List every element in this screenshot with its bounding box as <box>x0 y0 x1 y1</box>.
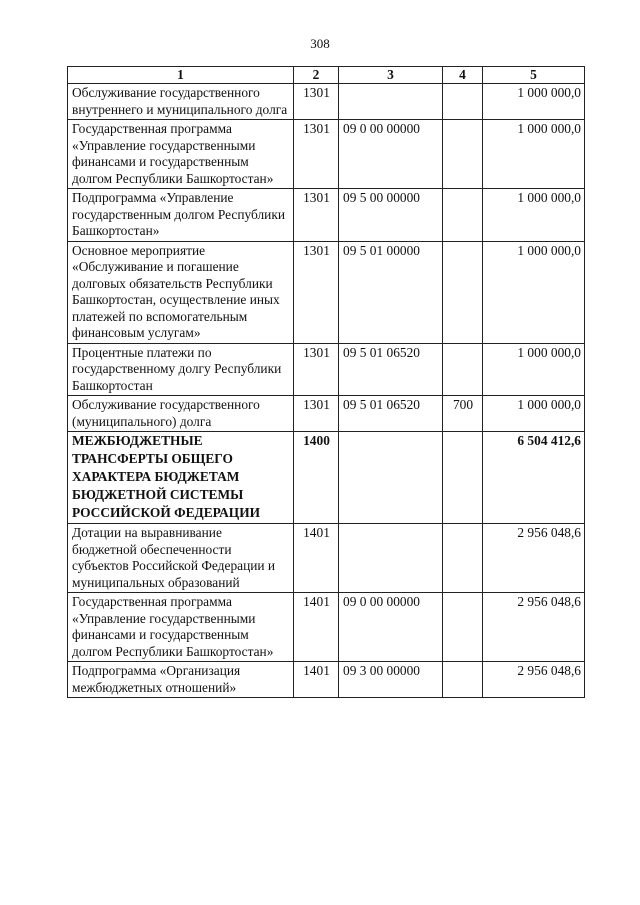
row-name: Обслуживание государственного (муниципального) долга <box>68 396 294 432</box>
row-section-code: 1401 <box>294 593 339 662</box>
table-row <box>68 593 585 662</box>
row-amount: 1 000 000,0 <box>483 396 585 432</box>
column-header-section: 2 <box>294 67 339 84</box>
row-expense-type <box>443 432 483 524</box>
column-header-amount: 5 <box>483 67 585 84</box>
table-header-row <box>68 67 585 84</box>
table-row-section-total <box>68 432 585 524</box>
row-amount: 1 000 000,0 <box>483 343 585 396</box>
row-section-code: 1301 <box>294 189 339 242</box>
page-number: 308 <box>310 36 330 51</box>
row-section-code: 1301 <box>294 396 339 432</box>
row-expense-type <box>443 84 483 120</box>
row-expense-type <box>443 120 483 189</box>
row-section-code: 1301 <box>294 241 339 343</box>
row-name: Обслуживание государственного внутреннего и муниципального долга <box>68 84 294 120</box>
row-amount: 2 956 048,6 <box>483 524 585 593</box>
row-section-code: 1301 <box>294 84 339 120</box>
row-amount: 1 000 000,0 <box>483 241 585 343</box>
row-name: Подпрограмма «Организация межбюджетных отношений» <box>68 662 294 698</box>
row-name: Основное мероприятие «Обслуживание и погашение долговых обязательств Республики Башкортостан, осуществление иных платежей по вспомогательным финансовым услугам» <box>68 241 294 343</box>
table-row <box>68 662 585 698</box>
column-header-target: 3 <box>339 67 443 84</box>
row-target-code: 09 0 00 00000 <box>339 120 443 189</box>
row-expense-type <box>443 662 483 698</box>
row-target-code <box>339 84 443 120</box>
row-target-code <box>339 432 443 524</box>
row-target-code: 09 5 00 00000 <box>339 189 443 242</box>
row-expense-type: 700 <box>443 396 483 432</box>
row-expense-type <box>443 524 483 593</box>
table-row <box>68 189 585 242</box>
row-expense-type <box>443 241 483 343</box>
row-amount: 1 000 000,0 <box>483 84 585 120</box>
table-row <box>68 84 585 120</box>
table-row <box>68 343 585 396</box>
row-target-code: 09 5 01 06520 <box>339 343 443 396</box>
row-expense-type <box>443 189 483 242</box>
table-row <box>68 120 585 189</box>
row-amount: 1 000 000,0 <box>483 120 585 189</box>
row-amount: 2 956 048,6 <box>483 662 585 698</box>
row-target-code <box>339 524 443 593</box>
row-section-code: 1401 <box>294 524 339 593</box>
row-name: Процентные платежи по государственному долгу Республики Башкортостан <box>68 343 294 396</box>
table-row <box>68 396 585 432</box>
row-target-code: 09 0 00 00000 <box>339 593 443 662</box>
row-name: Дотации на выравнивание бюджетной обеспеченности субъектов Российской Федерации и муниципальных образований <box>68 524 294 593</box>
row-target-code: 09 5 01 00000 <box>339 241 443 343</box>
row-amount: 6 504 412,6 <box>483 432 585 524</box>
table-row <box>68 241 585 343</box>
row-name: Государственная программа «Управление государственными финансами и государственным долгом Республики Башкортостан» <box>68 120 294 189</box>
row-expense-type <box>443 343 483 396</box>
budget-table <box>67 66 585 698</box>
table-row <box>68 524 585 593</box>
row-section-code: 1401 <box>294 662 339 698</box>
row-expense-type <box>443 593 483 662</box>
row-name: МЕЖБЮДЖЕТНЫЕ ТРАНСФЕРТЫ ОБЩЕГО ХАРАКТЕРА БЮДЖЕТАМ БЮДЖЕТНОЙ СИСТЕМЫ РОССИЙСКОЙ ФЕДЕРАЦИИ <box>68 432 294 524</box>
row-section-code: 1301 <box>294 343 339 396</box>
row-target-code: 09 5 01 06520 <box>339 396 443 432</box>
row-section-code: 1301 <box>294 120 339 189</box>
row-name: Государственная программа «Управление государственными финансами и государственным долгом Республики Башкортостан» <box>68 593 294 662</box>
row-section-code: 1400 <box>294 432 339 524</box>
row-amount: 1 000 000,0 <box>483 189 585 242</box>
row-name: Подпрограмма «Управление государственным долгом Республики Башкортостан» <box>68 189 294 242</box>
row-amount: 2 956 048,6 <box>483 593 585 662</box>
column-header-expense-type: 4 <box>443 67 483 84</box>
column-header-name: 1 <box>68 67 294 84</box>
row-target-code: 09 3 00 00000 <box>339 662 443 698</box>
